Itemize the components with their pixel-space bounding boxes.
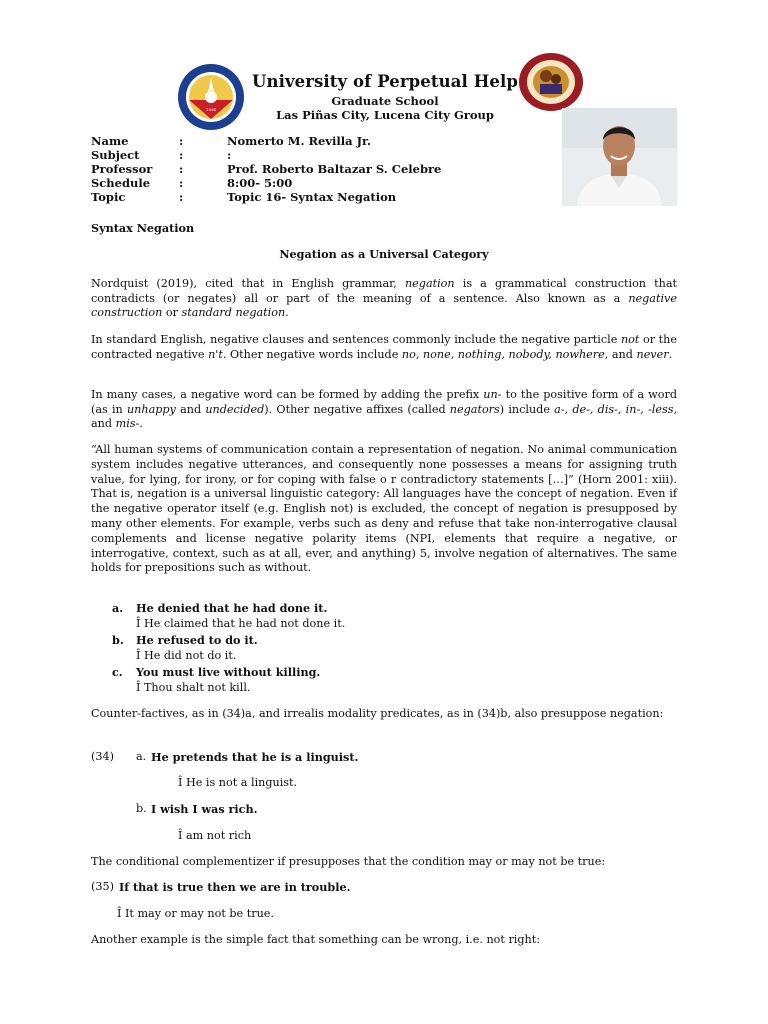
section-title: Syntax Negation	[91, 221, 195, 235]
p2-text: . Other negative words include	[222, 347, 402, 361]
p2-text: , and	[604, 347, 637, 361]
example-34a-sentence: He pretends that he is a linguist.	[151, 750, 359, 764]
info-label: Name	[91, 134, 129, 148]
example-sentence: You must live without killing.	[136, 665, 321, 679]
p3-italic: unhappy	[126, 402, 176, 416]
example-34b-letter: b.	[136, 802, 147, 815]
p1-italic: standard negation	[181, 306, 286, 320]
example-34b-sentence: I wish I was rich.	[151, 802, 258, 816]
example-34a-implication: Î He is not a linguist.	[178, 776, 298, 789]
ched-seal-logo	[176, 62, 246, 132]
info-value: 8:00- 5:00	[227, 176, 293, 190]
p3-text: In many cases, a negative word can be formed by adding the prefix	[91, 388, 484, 401]
info-label: Schedule	[91, 176, 151, 190]
example-implication: Î He claimed that he had not done it.	[136, 617, 346, 630]
p1-text: Nordquist (2019), cited that in English grammar,	[91, 277, 405, 290]
p3-italic: undecided	[205, 402, 265, 416]
student-photo	[562, 108, 677, 206]
p3-italic: a-, de-, dis-, in-, -less	[554, 402, 674, 416]
example-sentence: He refused to do it.	[136, 633, 258, 647]
p1-italic: negative construction	[91, 291, 677, 320]
p1-text: .	[285, 306, 289, 320]
paragraph-1	[91, 277, 677, 321]
info-colon: :	[179, 162, 184, 176]
example-letter: b.	[112, 633, 124, 647]
svg-text:1994: 1994	[205, 107, 217, 112]
section-subtitle: Negation as a Universal Category	[279, 247, 489, 261]
example-letter: a.	[112, 601, 124, 615]
p2-text: or the contracted negative	[91, 333, 677, 361]
university-name: University of Perpetual Help	[252, 72, 518, 91]
paragraph-2	[91, 333, 677, 362]
example-34b-implication: Î am not rich	[178, 829, 252, 842]
paragraph-7: Another example is the simple fact that something can be wrong, i.e. not right:	[91, 933, 541, 946]
p2-italic: no, none, nothing, nobody, nowhere	[401, 347, 605, 361]
p3-text: ). Other negative affixes (called	[264, 402, 450, 416]
p3-text: .	[139, 417, 143, 431]
info-colon: :	[179, 148, 184, 162]
p3-text: ) include	[499, 402, 555, 416]
campus-name: Las Piñas City, Lucena City Group	[276, 108, 494, 122]
p2-text: In standard English, negative clauses and sentences commonly include the negative particle	[91, 333, 621, 346]
p2-text: .	[668, 347, 673, 361]
example-implication: Î He did not do it.	[136, 649, 237, 662]
example-35-number: (35)	[91, 880, 114, 893]
p3-text: , and	[91, 402, 678, 431]
p2-italic: n't	[208, 347, 223, 361]
info-label: Professor	[91, 162, 153, 176]
info-colon: :	[179, 176, 184, 190]
p3-italic: mis-	[115, 417, 140, 431]
info-label: Topic	[91, 190, 126, 204]
p3-text: to the positive form of a word (as in	[91, 388, 677, 416]
example-34a-letter: a.	[136, 750, 147, 763]
paragraph-5: Counter-factives, as in (34)a, and irrealis modality predicates, as in (34)b, also presuppose negation:	[91, 707, 664, 720]
p1-text: is a grammatical construction that contradicts (or negates) all or part of the meaning of a sentence. Also known as a	[91, 277, 677, 305]
info-value: :	[227, 148, 232, 162]
p3-italic: un-	[483, 388, 502, 401]
example-sentence: He denied that he had done it.	[136, 601, 328, 615]
p1-italic: negation	[404, 277, 455, 290]
paragraph-4: “All human systems of communication contain a representation of negation. No animal communication system includes negative utterances, and consequently none possesses a means for assigning truth value, for lying, for irony, or for coping with false o r contradictory statements […]” (Horn 2001: xiii). That is, negation is a universal linguistic category: All languages have the concept of negation. Even if the negative operator itself (e.g. English not) is excluded, the concept of negation is presupposed by many other elements. For example, verbs such as deny and refuse that take non-interrogative clausal complements and license negative polarity items (NPI, elements that require a negative, or interrogative, context, such as at all, ever, and anything) 5, involve negation of alternatives. The same holds for prepositions such as without.	[91, 443, 677, 575]
p2-italic: never	[636, 347, 669, 361]
p3-italic: negators	[449, 402, 500, 416]
info-value: Topic 16- Syntax Negation	[227, 190, 397, 204]
example-35-sentence: If that is true then we are in trouble.	[119, 880, 351, 894]
example-implication: Î Thou shalt not kill.	[136, 681, 251, 694]
example-35-implication: Î It may or may not be true.	[117, 907, 274, 920]
paragraph-3	[91, 388, 677, 432]
info-value: Prof. Roberto Baltazar S. Celebre	[227, 162, 442, 176]
school-name: Graduate School	[331, 94, 439, 108]
info-colon: :	[179, 190, 184, 204]
info-label: Subject	[91, 148, 140, 162]
p1-text: or	[162, 306, 182, 320]
paragraph-6: The conditional complementizer if presupposes that the condition may or may not be true:	[91, 855, 606, 868]
example-letter: c.	[112, 665, 123, 679]
info-colon: :	[179, 134, 184, 148]
p3-text: and	[175, 402, 206, 416]
info-value: Nomerto M. Revilla Jr.	[227, 134, 372, 148]
p2-italic: not	[620, 333, 640, 346]
example-34-number: (34)	[91, 750, 114, 763]
